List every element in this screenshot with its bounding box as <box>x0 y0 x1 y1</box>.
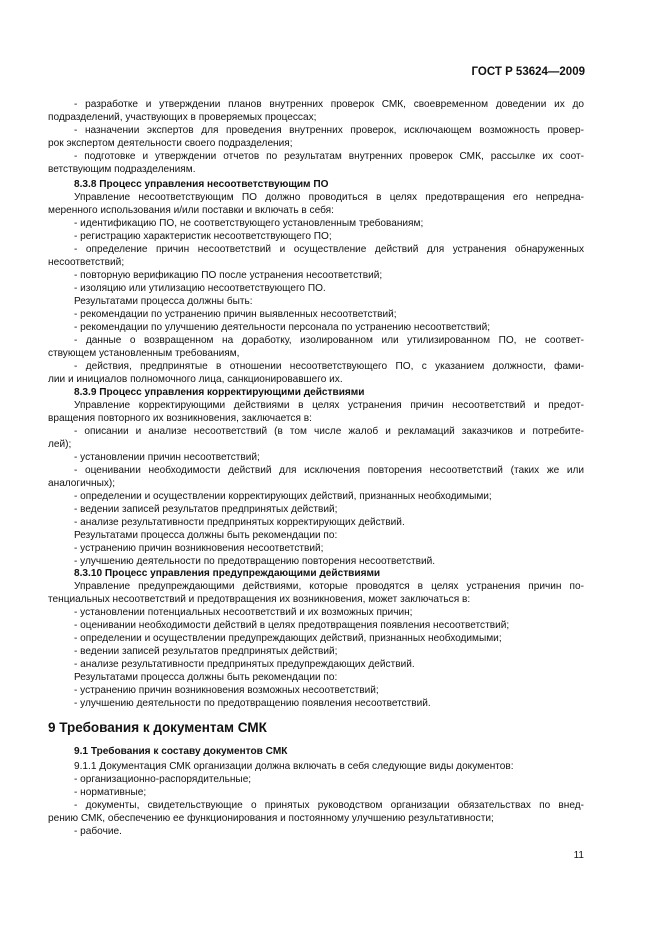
text-line: рок экспертом деятельности своего подразделения; <box>48 138 293 149</box>
text-line: - назначении экспертов для проведения внутренних проверок, исключающем возможность провер- <box>74 125 584 136</box>
text-line: лей); <box>48 439 72 450</box>
text-line: - устранению причин возникновения возможных несоответствий; <box>74 685 379 696</box>
text-line: подразделений, участвующих в проверяемых процессах; <box>48 112 317 123</box>
text-line: - улучшению деятельности по предотвращению появления несоответствий. <box>74 698 431 709</box>
text-line: Управление несоответствующим ПО должно проводиться в целях предотвращения его непредна- <box>74 192 584 203</box>
text-line: - рекомендации по улучшению деятельности персонала по устранению несоответствий; <box>74 322 491 333</box>
text-line: - рабочие. <box>74 826 122 837</box>
text-line: Результатами процесса должны быть: <box>74 296 253 307</box>
text-line: - установлении потенциальных несоответствий и их возможных причин; <box>74 607 413 618</box>
text-line: - ведении записей результатов предпринятых действий; <box>74 504 338 515</box>
subsection-heading: 8.3.10 Процесс управления предупреждающими действиями <box>74 568 381 579</box>
text-line: несоответствий; <box>48 257 125 268</box>
text-line: ствующем установленным требованиям, <box>48 348 240 359</box>
text-line: - описании и анализе несоответствий (в том числе жалоб и рекламаций заказчиков и потребите- <box>74 426 584 437</box>
text-line: Управление предупреждающими действиями, которые проводятся в целях устранения причин по- <box>74 581 584 592</box>
text-line: ветствующим подразделениям. <box>48 164 196 175</box>
text-line: - повторную верификацию ПО после устранения несоответствий; <box>74 270 383 281</box>
page-number: 11 <box>573 850 584 861</box>
standard-code: ГОСТ Р 53624—2009 <box>471 66 585 78</box>
text-line: - организационно-распорядительные; <box>74 774 252 785</box>
subsection-heading: 8.3.9 Процесс управления корректирующими действиями <box>74 387 365 398</box>
text-line: - документы, свидетельствующие о принятых руководством организации обязательствах по внед- <box>74 800 584 811</box>
text-line: вращения повторного их возникновения, заключается в: <box>48 413 312 424</box>
text-line: - изоляцию или утилизацию несоответствующего ПО. <box>74 283 326 294</box>
text-line: Управление корректирующими действиями в целях устранения причин несоответствий и предот- <box>74 400 584 411</box>
text-line: - оценивании необходимости действий в целях предотвращения появления несоответствий; <box>74 620 510 631</box>
text-line: Результатами процесса должны быть рекомендации по: <box>74 530 338 541</box>
subsection-heading: 8.3.8 Процесс управления несоответствующим ПО <box>74 179 329 190</box>
section-9-heading: 9 Требования к документам СМК <box>48 720 267 735</box>
text-line: аналогичных); <box>48 478 116 489</box>
text-line: - нормативные; <box>74 787 147 798</box>
text-line: - действия, предпринятые в отношении несоответствующего ПО, с указанием должности, фами- <box>74 361 584 372</box>
text-line: - определении и осуществлении корректирующих действий, признанных необходимыми; <box>74 491 492 502</box>
text-line: Результатами процесса должны быть рекомендации по: <box>74 672 338 683</box>
subsection-heading: 9.1 Требования к составу документов СМК <box>74 746 288 757</box>
text-line: - оценивании необходимости действий для исключения повторения несоответствий (таких же или <box>74 465 584 476</box>
text-line: - данные о возвращенном на доработку, изолированном или утилизированном ПО, не соответ- <box>74 335 584 346</box>
text-line: - ведении записей результатов предпринятых действий; <box>74 646 338 657</box>
text-line: лии и инициалов полномочного лица, санкционировавшего их. <box>48 374 343 385</box>
text-line: - подготовке и утверждении отчетов по результатам внутренних проверок СМК, рассылке их соот- <box>74 151 584 162</box>
text-line: 9.1.1 Документация СМК организации должна включать в себя следующие виды документов: <box>74 761 514 772</box>
text-line: - анализе результативности предпринятых предупреждающих действий. <box>74 659 415 670</box>
text-line: - регистрацию характеристик несоответствующего ПО; <box>74 231 332 242</box>
text-line: - разработке и утверждении планов внутренних проверок СМК, своевременном доведении их до <box>74 99 584 110</box>
text-line: - рекомендации по устранению причин выявленных несоответствий; <box>74 309 397 320</box>
text-line: - идентификацию ПО, не соответствующего установленным требованиям; <box>74 218 424 229</box>
text-line: - улучшению деятельности по предотвращению повторения несоответствий. <box>74 556 436 567</box>
text-line: - определение причин несоответствий и осуществление действий для устранения обнаруженных <box>74 244 584 255</box>
text-line: тенциальных несоответствий и предотвращения их возникновения, может заключаться в: <box>48 594 471 605</box>
text-line: - определении и осуществлении предупреждающих действий, признанных необходимыми; <box>74 633 502 644</box>
text-line: - анализе результативности предпринятых корректирующих действий. <box>74 517 405 528</box>
text-line: - установлении причин несоответствий; <box>74 452 260 463</box>
text-line: - устранению причин возникновения несоответствий; <box>74 543 324 554</box>
text-line: меренного использования и/или поставки и включать в себя: <box>48 205 334 216</box>
text-line: рению СМК, обеспечению ее функционирования и постоянному улучшению результативности; <box>48 813 494 824</box>
